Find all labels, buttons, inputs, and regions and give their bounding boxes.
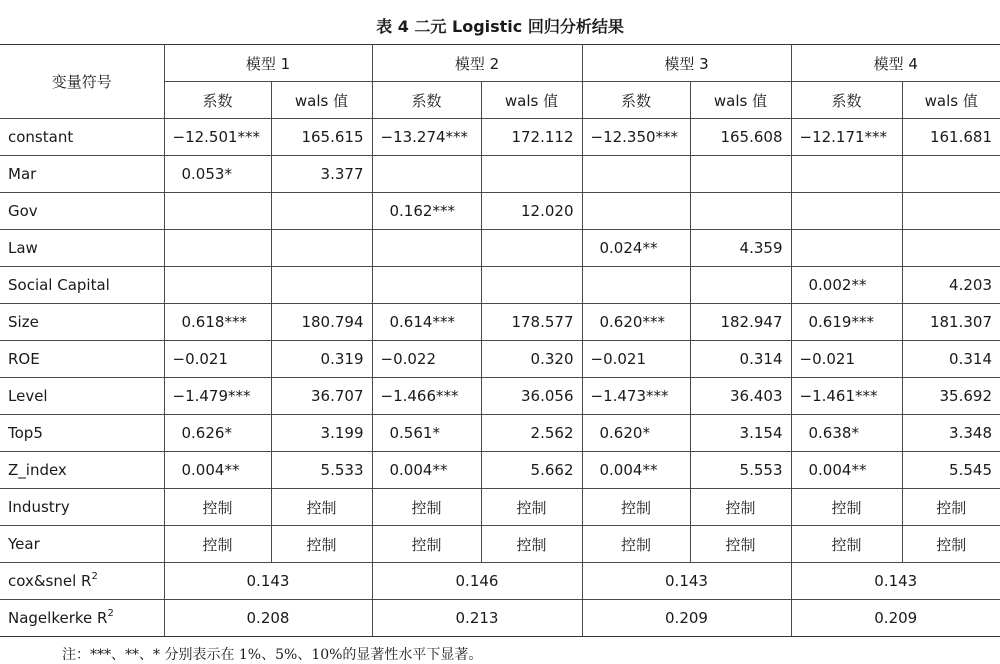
fit-stat-name xyxy=(0,563,164,600)
wals-cell xyxy=(271,193,372,230)
coef-cell xyxy=(791,193,902,230)
wals-cell: 4.359 xyxy=(690,230,791,267)
fit-stat-name xyxy=(0,600,164,637)
coef-cell: 0.638* xyxy=(791,415,902,452)
control-cell: 控制 xyxy=(481,526,582,563)
variable-name: Top5 xyxy=(0,415,164,452)
coef-cell: 0.619*** xyxy=(791,304,902,341)
coef-header: 系数 xyxy=(372,82,481,119)
coef-cell: −0.021 xyxy=(791,341,902,378)
wals-cell: 35.692 xyxy=(902,378,1000,415)
wals-cell: 36.403 xyxy=(690,378,791,415)
coef-cell xyxy=(582,193,690,230)
fit-stat-label: Nagelkerke R xyxy=(8,609,108,627)
fit-stat-value: 0.146 xyxy=(372,563,582,600)
wals-cell xyxy=(690,156,791,193)
wals-header: wals 值 xyxy=(481,82,582,119)
superscript: 2 xyxy=(91,571,98,582)
variable-name: Gov xyxy=(0,193,164,230)
header-row-models xyxy=(0,45,1000,82)
wals-cell: 165.608 xyxy=(690,119,791,156)
table-row xyxy=(0,230,1000,267)
table-row xyxy=(0,489,1000,526)
wals-cell xyxy=(481,156,582,193)
wals-cell: 0.320 xyxy=(481,341,582,378)
coef-cell: 0.053* xyxy=(164,156,271,193)
wals-cell: 3.154 xyxy=(690,415,791,452)
model-header: 模型 1 xyxy=(164,45,372,82)
control-cell: 控制 xyxy=(902,526,1000,563)
coef-cell: 0.618*** xyxy=(164,304,271,341)
control-cell: 控制 xyxy=(690,526,791,563)
control-cell: 控制 xyxy=(791,526,902,563)
model-header: 模型 2 xyxy=(372,45,582,82)
fit-stat-value: 0.209 xyxy=(582,600,791,637)
variable-name: constant xyxy=(0,119,164,156)
coef-cell: 0.620* xyxy=(582,415,690,452)
wals-cell: 180.794 xyxy=(271,304,372,341)
control-cell: 控制 xyxy=(164,489,271,526)
wals-cell xyxy=(690,193,791,230)
wals-cell: 182.947 xyxy=(690,304,791,341)
wals-cell: 36.707 xyxy=(271,378,372,415)
table-row xyxy=(0,341,1000,378)
coef-cell xyxy=(372,267,481,304)
wals-cell: 3.348 xyxy=(902,415,1000,452)
wals-cell: 178.577 xyxy=(481,304,582,341)
coef-cell xyxy=(791,156,902,193)
coef-cell: 0.162*** xyxy=(372,193,481,230)
model-header: 模型 4 xyxy=(791,45,1000,82)
coef-cell: −12.350*** xyxy=(582,119,690,156)
wals-cell: 2.562 xyxy=(481,415,582,452)
coef-cell: 0.004** xyxy=(582,452,690,489)
wals-cell xyxy=(902,230,1000,267)
wals-cell xyxy=(690,267,791,304)
control-cell: 控制 xyxy=(481,489,582,526)
coef-cell: −0.022 xyxy=(372,341,481,378)
wals-cell xyxy=(271,230,372,267)
control-cell: 控制 xyxy=(902,489,1000,526)
fit-stat-value: 0.143 xyxy=(164,563,372,600)
coef-cell: −1.466*** xyxy=(372,378,481,415)
wals-cell: 161.681 xyxy=(902,119,1000,156)
coef-cell xyxy=(582,156,690,193)
wals-cell: 3.377 xyxy=(271,156,372,193)
wals-cell: 0.314 xyxy=(690,341,791,378)
wals-header: wals 值 xyxy=(690,82,791,119)
table-row xyxy=(0,600,1000,637)
variable-header: 变量符号 xyxy=(0,45,164,119)
fit-stat-value: 0.143 xyxy=(791,563,1000,600)
control-cell: 控制 xyxy=(271,489,372,526)
fit-stat-value: 0.213 xyxy=(372,600,582,637)
wals-header: wals 值 xyxy=(271,82,372,119)
control-cell: 控制 xyxy=(690,489,791,526)
wals-cell: 5.545 xyxy=(902,452,1000,489)
wals-cell: 181.307 xyxy=(902,304,1000,341)
variable-name: Z_index xyxy=(0,452,164,489)
fit-stat-value: 0.143 xyxy=(582,563,791,600)
wals-cell xyxy=(271,267,372,304)
coef-cell: −0.021 xyxy=(582,341,690,378)
superscript: 2 xyxy=(107,608,114,619)
coef-cell: 0.002** xyxy=(791,267,902,304)
fit-stat-value: 0.208 xyxy=(164,600,372,637)
variable-name: Level xyxy=(0,378,164,415)
variable-name: Mar xyxy=(0,156,164,193)
coef-cell: 0.626* xyxy=(164,415,271,452)
wals-cell: 165.615 xyxy=(271,119,372,156)
coef-cell: 0.024** xyxy=(582,230,690,267)
table-row xyxy=(0,304,1000,341)
variable-name: Social Capital xyxy=(0,267,164,304)
coef-cell: −0.021 xyxy=(164,341,271,378)
coef-header: 系数 xyxy=(582,82,690,119)
fit-stat-label: cox&snel R xyxy=(8,572,92,590)
wals-cell xyxy=(902,193,1000,230)
wals-cell xyxy=(481,230,582,267)
coef-header: 系数 xyxy=(164,82,271,119)
wals-cell xyxy=(481,267,582,304)
coef-cell: −12.501*** xyxy=(164,119,271,156)
coef-cell xyxy=(164,193,271,230)
control-cell: 控制 xyxy=(582,489,690,526)
regression-table xyxy=(0,44,1000,637)
wals-cell: 0.314 xyxy=(902,341,1000,378)
wals-cell: 0.319 xyxy=(271,341,372,378)
table-row xyxy=(0,452,1000,489)
wals-cell: 4.203 xyxy=(902,267,1000,304)
variable-name: Year xyxy=(0,526,164,563)
model-header: 模型 3 xyxy=(582,45,791,82)
wals-header: wals 值 xyxy=(902,82,1000,119)
coef-cell xyxy=(372,156,481,193)
coef-cell: −13.274*** xyxy=(372,119,481,156)
table-row xyxy=(0,156,1000,193)
wals-cell: 12.020 xyxy=(481,193,582,230)
coef-cell: 0.620*** xyxy=(582,304,690,341)
coef-cell: −1.461*** xyxy=(791,378,902,415)
coef-cell xyxy=(582,267,690,304)
wals-cell xyxy=(902,156,1000,193)
table-row xyxy=(0,563,1000,600)
variable-name: ROE xyxy=(0,341,164,378)
coef-cell: −1.473*** xyxy=(582,378,690,415)
control-cell: 控制 xyxy=(791,489,902,526)
coef-cell: 0.614*** xyxy=(372,304,481,341)
coef-cell: 0.004** xyxy=(791,452,902,489)
coef-cell xyxy=(164,267,271,304)
coef-cell xyxy=(372,230,481,267)
variable-name: Industry xyxy=(0,489,164,526)
variable-name: Size xyxy=(0,304,164,341)
table-row xyxy=(0,193,1000,230)
control-cell: 控制 xyxy=(372,526,481,563)
coef-cell xyxy=(791,230,902,267)
table-title: 表 4 二元 Logistic 回归分析结果 xyxy=(376,17,624,36)
coef-header: 系数 xyxy=(791,82,902,119)
table-row xyxy=(0,119,1000,156)
control-cell: 控制 xyxy=(582,526,690,563)
control-cell: 控制 xyxy=(372,489,481,526)
control-cell: 控制 xyxy=(164,526,271,563)
coef-cell: −12.171*** xyxy=(791,119,902,156)
table-row xyxy=(0,415,1000,452)
coef-cell xyxy=(164,230,271,267)
coef-cell: 0.004** xyxy=(372,452,481,489)
table-note: 注：***、**、* 分别表示在 1%、5%、10%的显著性水平下显著。 xyxy=(62,647,483,663)
fit-stat-value: 0.209 xyxy=(791,600,1000,637)
wals-cell: 5.533 xyxy=(271,452,372,489)
control-cell: 控制 xyxy=(271,526,372,563)
variable-name: Law xyxy=(0,230,164,267)
coef-cell: 0.561* xyxy=(372,415,481,452)
coef-cell: 0.004** xyxy=(164,452,271,489)
wals-cell: 5.553 xyxy=(690,452,791,489)
table-row xyxy=(0,267,1000,304)
table-row xyxy=(0,526,1000,563)
coef-cell: −1.479*** xyxy=(164,378,271,415)
wals-cell: 36.056 xyxy=(481,378,582,415)
wals-cell: 172.112 xyxy=(481,119,582,156)
table-row xyxy=(0,378,1000,415)
wals-cell: 3.199 xyxy=(271,415,372,452)
wals-cell: 5.662 xyxy=(481,452,582,489)
